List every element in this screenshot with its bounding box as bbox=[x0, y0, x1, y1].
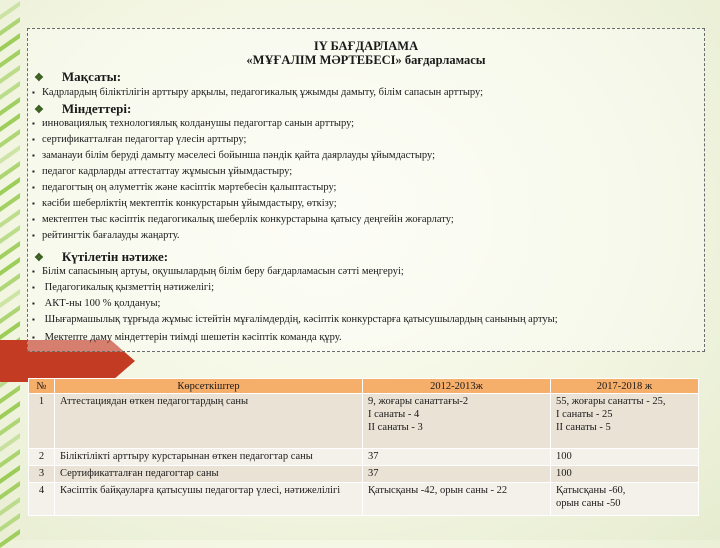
row-indicator: Біліктілікті арттыру курстарынан өткен педагогтар саны bbox=[55, 449, 363, 466]
stripe-segment bbox=[0, 161, 20, 180]
result-item: ▪ АКТ-ны 100 % қолдануы; bbox=[32, 298, 161, 309]
result-item: ▪ Білім сапасының артуы, оқушылардың білім беру бағдарламасын сәтті меңгеруі; bbox=[32, 266, 404, 277]
stripe-segment bbox=[0, 465, 20, 484]
square-bullet-icon: ▪ bbox=[32, 167, 35, 176]
stripe-segment bbox=[0, 33, 20, 52]
stripe-segment bbox=[0, 225, 20, 244]
square-bullet-icon: ▪ bbox=[32, 88, 35, 97]
square-bullet-icon: ▪ bbox=[32, 333, 35, 342]
col-header-2017-2018: 2017-2018 ж bbox=[551, 379, 699, 394]
diamond-bullet-icon: ❖ bbox=[34, 104, 44, 116]
stripe-segment bbox=[0, 273, 20, 292]
task-item: ▪ инновациялық технологиялық колданушы педагогтар санын арттыру; bbox=[32, 118, 355, 129]
indicators-table bbox=[28, 378, 699, 516]
stripe-segment bbox=[0, 513, 20, 532]
task-item: ▪ педагог кадрларды аттестаттау жұмысын ұйымдастыру; bbox=[32, 166, 293, 177]
square-bullet-icon: ▪ bbox=[32, 215, 35, 224]
program-text-frame bbox=[27, 28, 705, 352]
table-row bbox=[29, 483, 699, 516]
row-indicator: Сертификатталған педагогтар саны bbox=[55, 466, 363, 483]
stripe-segment bbox=[0, 209, 20, 228]
stripe-segment bbox=[0, 257, 20, 276]
square-bullet-icon: ▪ bbox=[32, 135, 35, 144]
col-header-number: № bbox=[29, 379, 55, 394]
table-row bbox=[29, 394, 699, 449]
stripe-segment bbox=[0, 433, 20, 452]
stripe-segment bbox=[0, 305, 20, 324]
row-value-2017: 100 bbox=[551, 449, 699, 466]
row-indicator: Кәсіптік байқауларға қатысушы педагогтар үлесі, нәтижелілігі bbox=[55, 483, 363, 516]
square-bullet-icon: ▪ bbox=[32, 183, 35, 192]
stripe-segment bbox=[0, 529, 20, 548]
result-item: ▪ Мектепте даму міндеттерін тиімді шешетін кәсіптік команда құру. bbox=[32, 332, 342, 343]
program-subtitle: «МҰҒАЛІМ МӘРТЕБЕСІ» бағдарламасы bbox=[246, 53, 486, 67]
result-item: ▪ Педагогикалық қызметтің нәтижелігі; bbox=[32, 282, 215, 293]
task-item: ▪ сертификатталған педагогтар үлесін арттыру; bbox=[32, 134, 247, 145]
square-bullet-icon: ▪ bbox=[32, 119, 35, 128]
stripe-segment bbox=[0, 145, 20, 164]
stripe-segment bbox=[0, 241, 20, 260]
program-title: IY БАҒДАРЛАМА bbox=[313, 39, 419, 53]
decorative-stripes bbox=[0, 0, 20, 540]
stripe-segment bbox=[0, 449, 20, 468]
table-row bbox=[29, 466, 699, 483]
stripe-segment bbox=[0, 81, 20, 100]
row-value-2012: 37 bbox=[363, 449, 551, 466]
goal-item: ▪ Кадрлардың біліктілігін арттыру арқылы, педагогикалық ұжымды дамыту, білім сапасын арттыру; bbox=[32, 87, 484, 98]
diamond-bullet-icon: ❖ bbox=[34, 252, 44, 264]
col-header-2012-2013: 2012-2013ж bbox=[363, 379, 551, 394]
square-bullet-icon: ▪ bbox=[32, 151, 35, 160]
square-bullet-icon: ▪ bbox=[32, 315, 35, 324]
stripe-segment bbox=[0, 17, 20, 36]
row-number: 3 bbox=[29, 466, 55, 483]
diamond-bullet-icon: ❖ bbox=[34, 72, 44, 84]
stripe-segment bbox=[0, 417, 20, 436]
task-item: ▪ заманауи білім беруді дамыту мәселесі бойынша пәндік қайта даярлауды ұйымдастыру; bbox=[32, 150, 436, 161]
row-number: 2 bbox=[29, 449, 55, 466]
stripe-segment bbox=[0, 401, 20, 420]
stripe-segment bbox=[0, 481, 20, 500]
task-item: ▪ рейтингтік бағалауды жаңарту. bbox=[32, 230, 180, 241]
stripe-segment bbox=[0, 497, 20, 516]
table-header-row bbox=[29, 379, 699, 394]
stripe-segment bbox=[0, 177, 20, 196]
row-number: 4 bbox=[29, 483, 55, 516]
square-bullet-icon: ▪ bbox=[32, 299, 35, 308]
stripe-segment bbox=[0, 193, 20, 212]
row-value-2012: 37 bbox=[363, 466, 551, 483]
task-item: ▪ кәсіби шеберліктің мектептік конкурстарын ұйымдастыру, өткізу; bbox=[32, 198, 337, 209]
results-heading: ❖ Күтілетін нәтиже: bbox=[34, 249, 169, 264]
stripe-segment bbox=[0, 129, 20, 148]
task-item: ▪ мектептен тыс кәсіптік педагогикалық шеберлік конкурстарына қатысу деңгейін жоғарлату; bbox=[32, 214, 454, 225]
square-bullet-icon: ▪ bbox=[32, 199, 35, 208]
stripe-segment bbox=[0, 65, 20, 84]
table-row bbox=[29, 449, 699, 466]
col-header-indicators: Көрсеткіштер bbox=[55, 379, 363, 394]
row-number: 1 bbox=[29, 394, 55, 449]
stripe-segment bbox=[0, 385, 20, 404]
stripe-segment bbox=[0, 49, 20, 68]
stripe-segment bbox=[0, 321, 20, 340]
row-value-2017: 100 bbox=[551, 466, 699, 483]
row-value-2017: Қатысқаны -60, орын саны -50 bbox=[551, 483, 699, 516]
task-item: ▪ педагогтың оң әлуметтік және кәсіптік мәртебесін қалыптастыру; bbox=[32, 182, 337, 193]
stripe-segment bbox=[0, 97, 20, 116]
square-bullet-icon: ▪ bbox=[32, 283, 35, 292]
tasks-heading: ❖ Міндеттері: bbox=[34, 101, 132, 116]
row-value-2012: 9, жоғары санаттағы-2 I санаты - 4 II санаты - 3 bbox=[363, 394, 551, 449]
goal-heading: ❖ Мақсаты: bbox=[34, 69, 122, 84]
square-bullet-icon: ▪ bbox=[32, 267, 35, 276]
stripe-segment bbox=[0, 289, 20, 308]
stripe-segment bbox=[0, 113, 20, 132]
row-value-2012: Қатысқаны -42, орын саны - 22 bbox=[363, 483, 551, 516]
stripe-segment bbox=[0, 1, 20, 20]
row-indicator: Аттестациядан өткен педагогтардың саны bbox=[55, 394, 363, 449]
row-value-2017: 55, жоғары санатты - 25, I санаты - 25 II санаты - 5 bbox=[551, 394, 699, 449]
square-bullet-icon: ▪ bbox=[32, 231, 35, 240]
result-item: ▪ Шығармашылық тұрғыда жұмыс істейтін мұғалімдердің, кәсіптік конкурстарға қатысушылардың санының артуы; bbox=[32, 314, 558, 325]
